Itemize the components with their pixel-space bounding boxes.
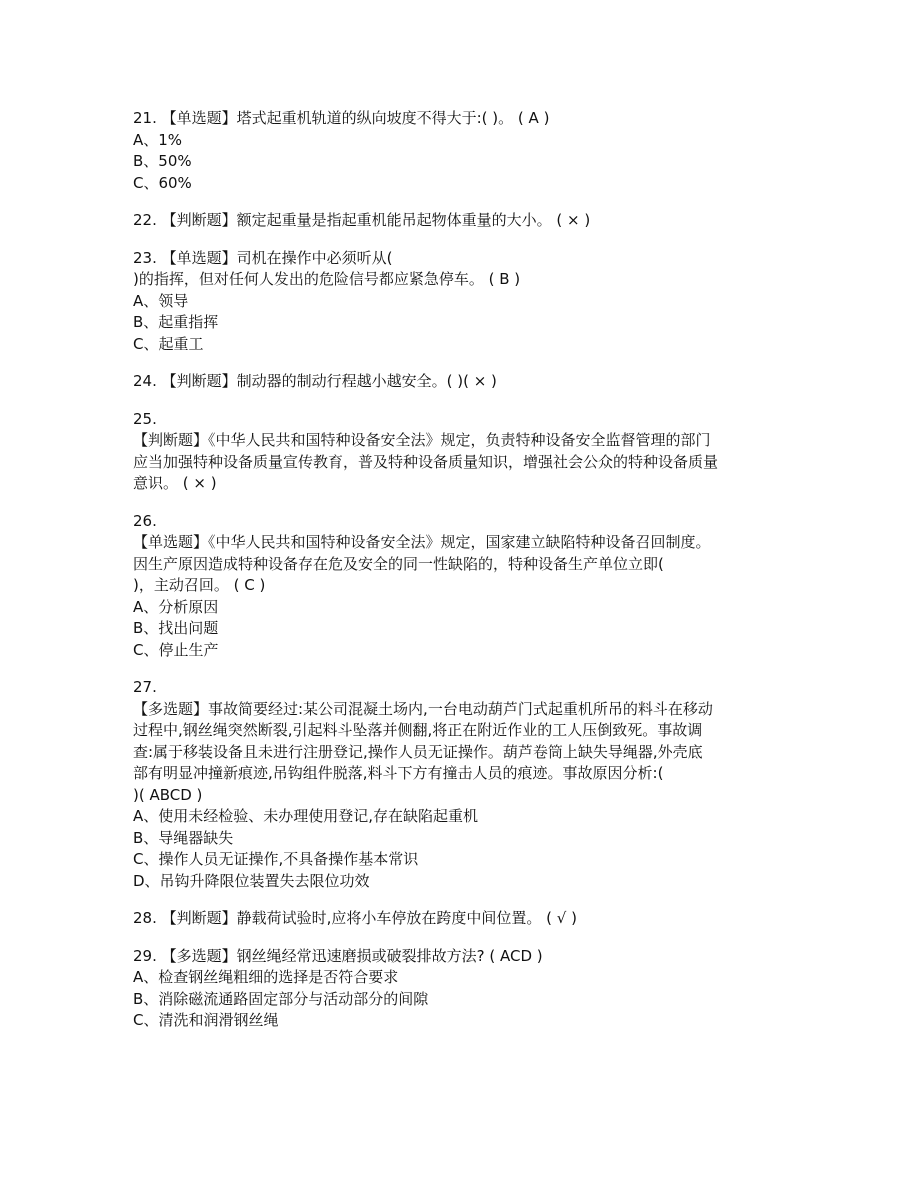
question-text-line: 23. 【单选题】司机在操作中必须听从( [133,248,393,267]
question-text-line: 21. 【单选题】塔式起重机轨道的纵向坡度不得大于:( )。 ( A ) [133,109,550,127]
question-line: A、检查钢丝绳粗细的选择是否符合要求 [133,968,399,986]
question-line: C、起重工 [133,334,204,353]
question-block [133,677,793,892]
question-block [133,409,793,495]
question-document [133,108,793,1048]
question-line: A、1% [133,130,183,149]
question-text-line: 27. [133,678,157,696]
question-line: )( ABCD ) [133,785,203,804]
question-line: A、分析原因 [133,597,219,616]
question-line: 【判断题】《中华人民共和国特种设备安全法》规定，负责特种设备安全监督管理的部门 [133,431,711,449]
question-block [133,908,793,930]
question-line: )的指挥，但对任何人发出的危险信号都应紧急停车。 ( B ) [133,270,521,288]
question-line: B、50% [133,152,192,170]
question-text-line: 28. 【判断题】静载荷试验时,应将小车停放在跨度中间位置。 ( √ ) [133,909,577,927]
question-block [133,248,793,356]
question-text-line: 29. 【多选题】钢丝绳经常迅速磨损或破裂排故方法? ( ACD ) [133,946,543,965]
question-text-line: 26. [133,511,157,530]
question-line: B、起重指挥 [133,313,219,331]
question-line: B、找出问题 [133,619,219,637]
question-line: 【多选题】事故简要经过:某公司混凝土场内,一台电动葫芦门式起重机所吊的料斗在移动 [133,699,713,718]
question-line: C、停止生产 [133,640,219,659]
question-line: 意识。 ( × ) [133,474,217,492]
question-text-line: 22. 【判断题】额定起重量是指起重机能吊起物体重量的大小。 ( × ) [133,211,591,229]
question-line: 过程中,钢丝绳突然断裂,引起料斗坠落并侧翻,将正在附近作业的工人压倒致死。事故调 [133,721,703,739]
question-block [133,108,793,194]
question-text-line: 24. 【判断题】制动器的制动行程越小越安全。( )( × ) [133,372,497,390]
question-line: A、使用未经检验、未办理使用登记,存在缺陷起重机 [133,807,479,825]
question-block [133,210,793,232]
question-line: C、60% [133,173,192,192]
question-line: 因生产原因造成特种设备存在危及安全的同一性缺陷的，特种设备生产单位立即( [133,554,664,573]
question-text-line: 25. [133,409,157,428]
question-line: C、操作人员无证操作,不具备操作基本常识 [133,850,419,868]
question-line: )，主动召回。 ( C ) [133,576,266,594]
question-line: B、导绳器缺失 [133,828,234,847]
question-line: B、消除磁流通路固定部分与活动部分的间隙 [133,989,429,1008]
question-block [133,946,793,1032]
question-line: D、吊钩升降限位装置失去限位功效 [133,871,370,890]
question-block [133,511,793,662]
question-line: 应当加强特种设备质量宣传教育，普及特种设备质量知识，增强社会公众的特种设备质量 [133,452,719,471]
question-line: 【单选题】《中华人民共和国特种设备安全法》规定，国家建立缺陷特种设备召回制度。 [133,533,711,551]
question-block [133,371,793,393]
question-line: 查:属于移装设备且未进行注册登记,操作人员无证操作。葫芦卷筒上缺失导绳器,外壳底 [133,742,703,761]
question-line: 部有明显冲撞新痕迹,吊钩组件脱落,料斗下方有撞击人员的痕迹。事故原因分析:( [133,764,664,782]
question-line: A、领导 [133,291,189,310]
question-line: C、清洗和润滑钢丝绳 [133,1011,279,1029]
